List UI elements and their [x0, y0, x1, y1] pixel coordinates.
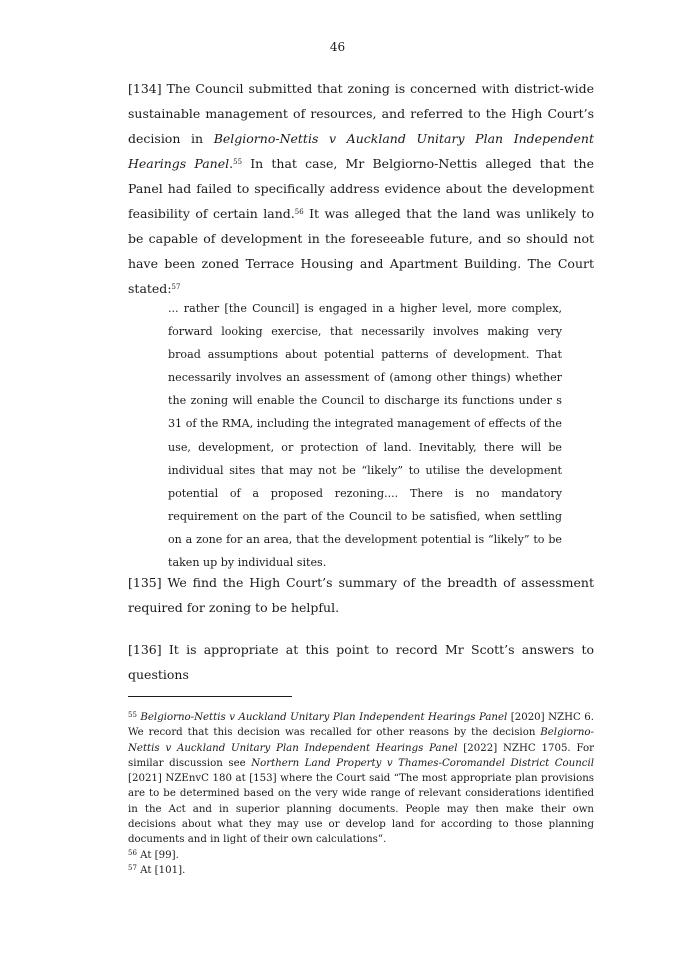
footnote-number: 56 — [128, 848, 137, 857]
footnote-55: $^{55}$ Belgiorno-Nettis v Auckland Unitary Plan Independent Hearings Panel [2020] NZHC 6. We record that this decision was recalled for other reasons by the decision Belgiorno-Nettis v Auckland Unitary Plan Independent Hearings Panel [2022] NZHC 1705. For similar discussion see Northern Land Property v Thames-Coromandel District Council [2021] NZEnvC 180 at [153] where the Court said “The most appropriate plan provisions are to be determined based on the very wide range of relevant considerations identified in the Act and in superior planning documents. People may then make their own decisions about what they may use or develop land for according to those planning documents and in light of their own calculations”. — [128, 711, 594, 846]
footnote-56: $^{56}$ At [99]. — [128, 848, 179, 861]
footnote-ref-56[interactable]: 56 — [294, 208, 304, 216]
footnote-ref-57[interactable]: 57 — [171, 283, 181, 291]
paragraph-136: [136] It is appropriate at this point to record Mr Scott’s answers to questions — [128, 642, 594, 682]
block-quote: ... rather [the Council] is engaged in a higher level, more complex, forward looking exercise, that necessarily involves making very broad assumptions about potential patterns of development. That necessarily involves an assessment of (among other things) whether the zoning will enable the Council to discharge its functions under s 31 of the RMA, including the integrated management of effects of the use, development, or protection of land. Inevitably, there will be individual sites that may not be “likely” to utilise the development potential of a proposed rezoning.... There is no mandatory requirement on the part of the Council to be satisfied, when settling on a zone for an area, that the development potential is “likely” to be taken up by individual sites. — [168, 302, 562, 570]
footnote-number: 57 — [128, 863, 137, 872]
case-citation: Belgiorno-Nettis v Auckland Unitary Plan Independent Hearings Panel — [128, 131, 595, 171]
footnote-number: 55 — [128, 711, 137, 719]
paragraph-label: [134] — [128, 81, 162, 96]
footnote-57: $^{57}$ At [101]. — [128, 863, 186, 876]
paragraph-134: [134] The Council submitted that zoning is concerned with district-wide sustainable management of resources, and referred to the High Court’s decision in Belgiorno-Nettis v Auckland Unitary Plan Independent Hearings Panel.$^{55}$ In that case, Mr Belgiorno-Nettis alleged that the Panel had failed to specifically address evidence about the development feasibility of certain land.$^{56}$ It was alleged that the land was unlikely to be capable of development in the foreseeable future, and so should not have been zoned Terrace Housing and Apartment Building. The Court stated:$^{57}$ — [128, 81, 595, 296]
footnote-divider — [128, 696, 292, 697]
footnote-ref-55[interactable]: 55 — [233, 158, 243, 166]
paragraph-135: [135] We find the High Court’s summary of the breadth of assessment required for zoning to be helpful. — [128, 575, 594, 615]
footnotes — [128, 710, 594, 878]
paragraph-label: [135] — [128, 575, 162, 590]
paragraph-label: [136] — [128, 642, 162, 657]
page-number: 46 — [329, 40, 346, 54]
